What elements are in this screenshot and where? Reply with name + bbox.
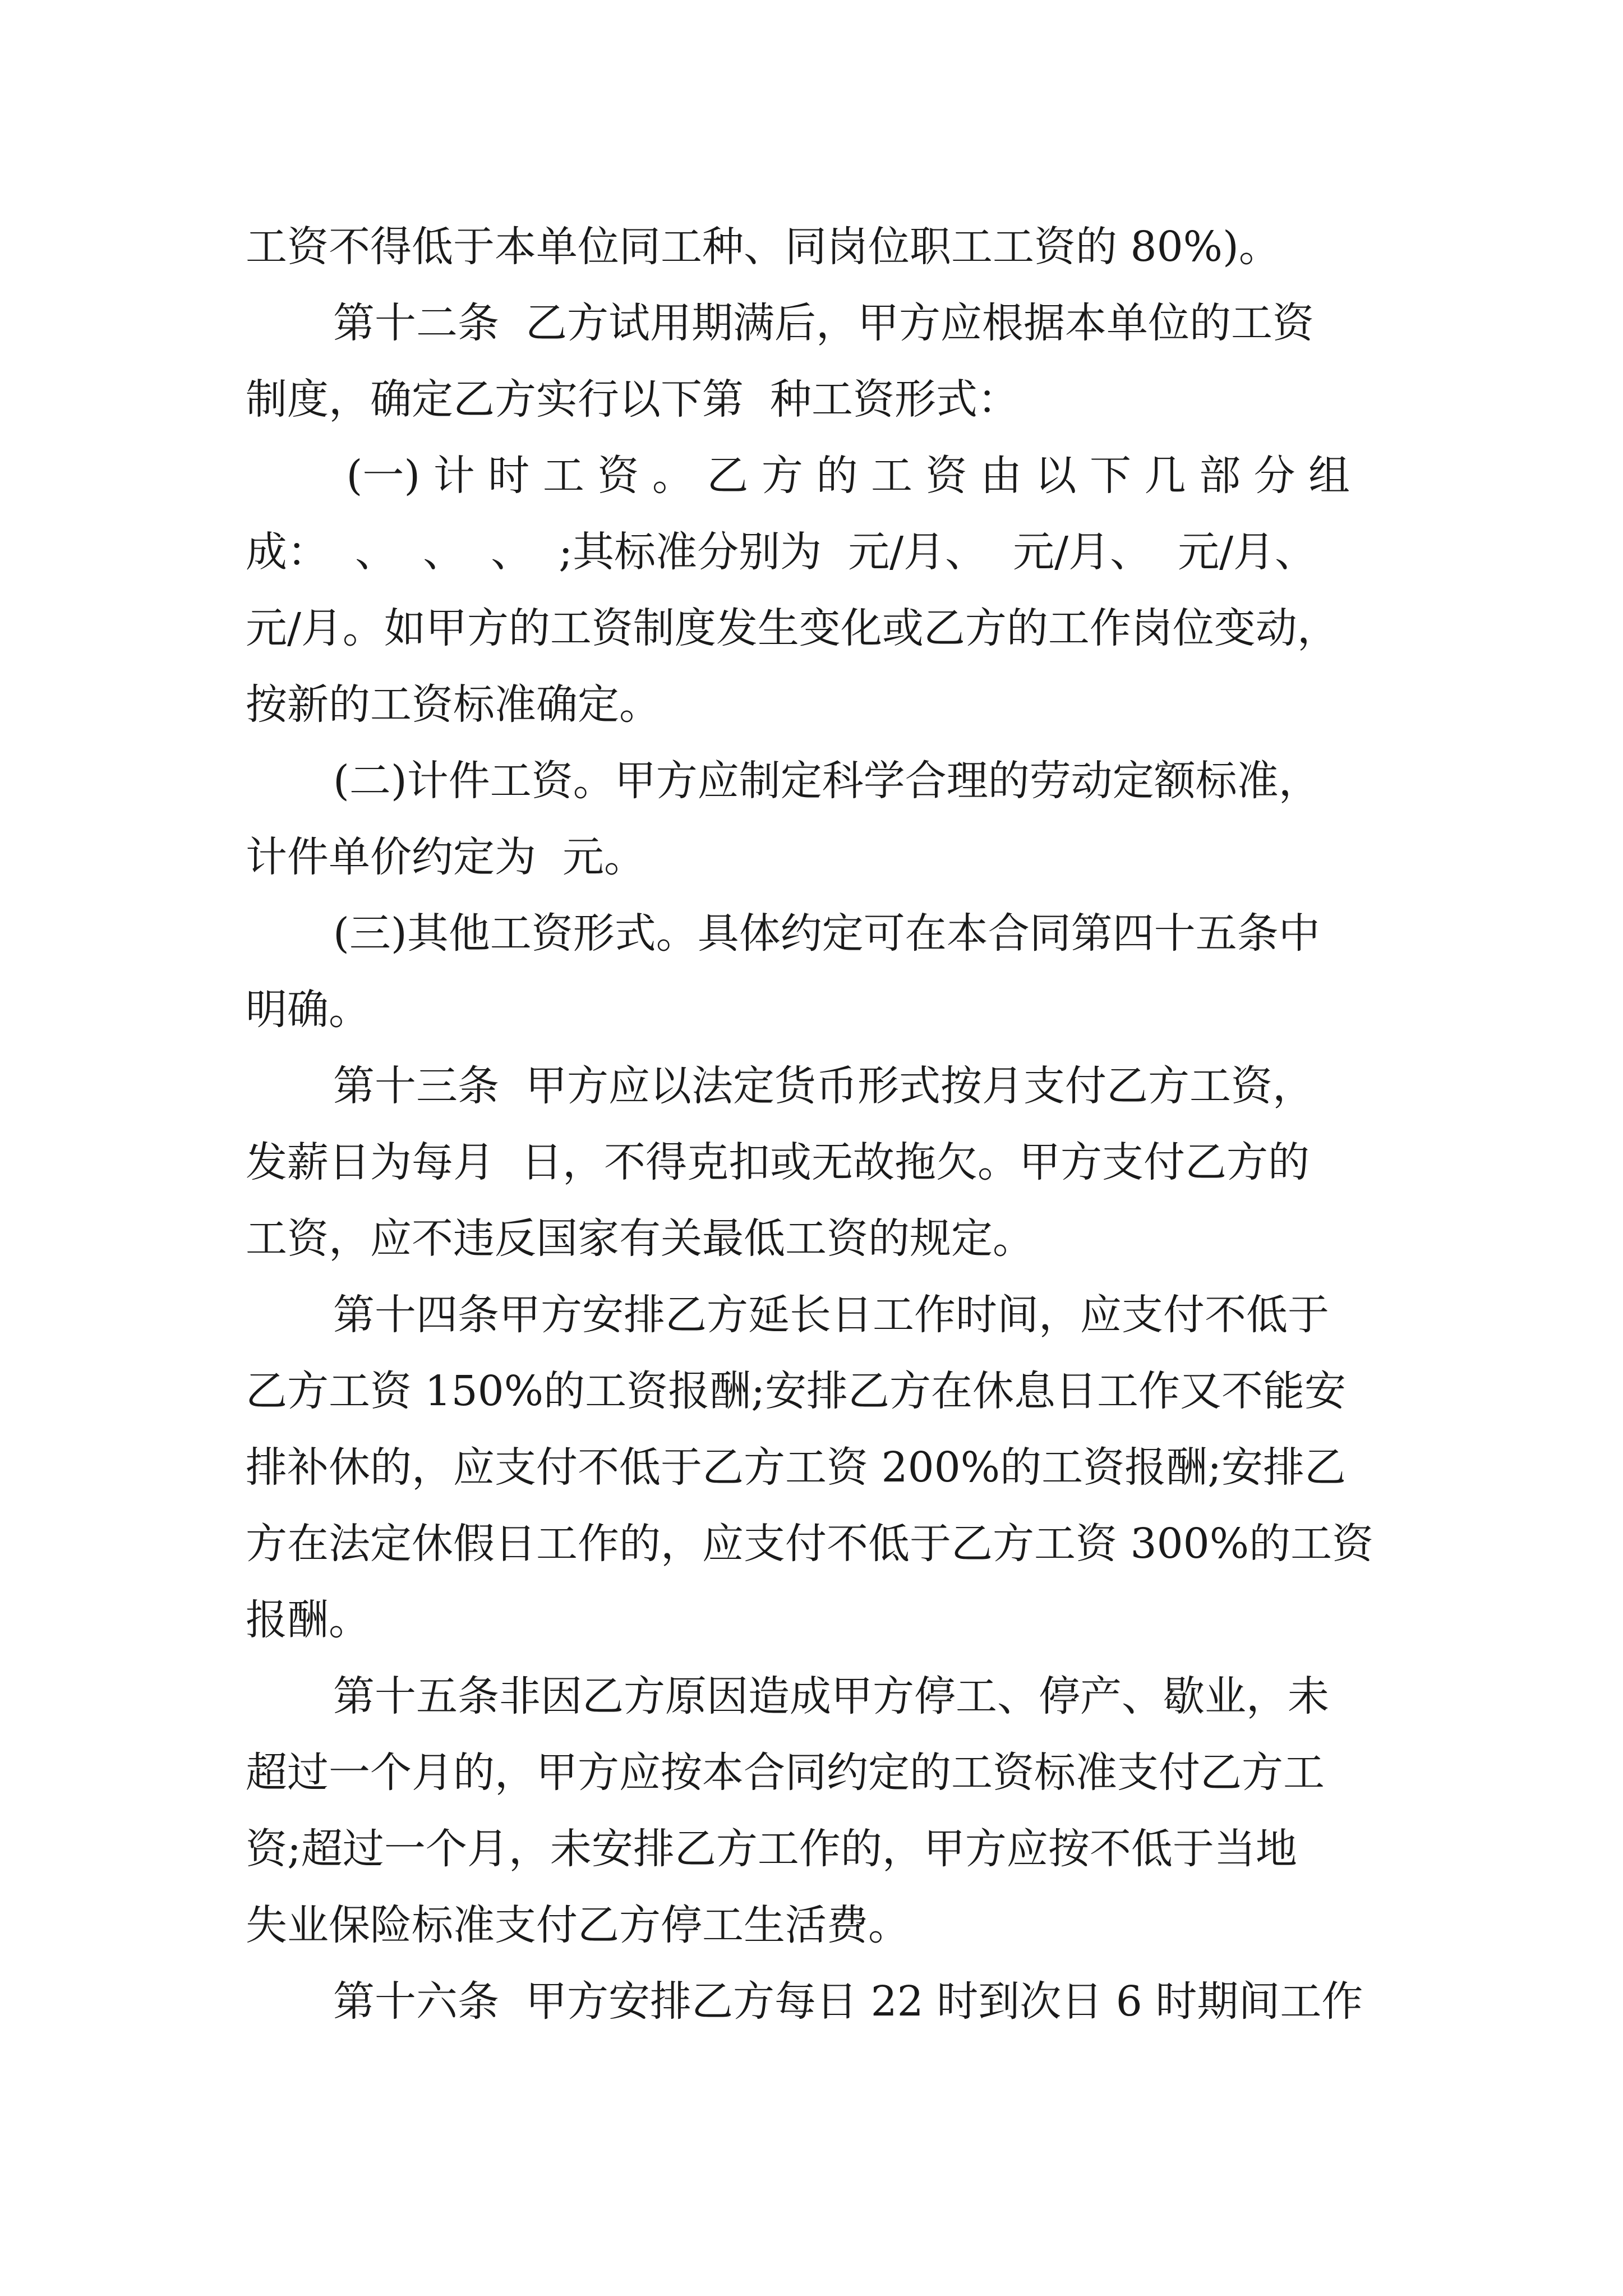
clause-2-heading-line: (二)计件工资。甲方应制定科学合理的劳动定额标准，: [333, 757, 1320, 805]
text-line: 失业保险标准支付乙方停工生活费。: [246, 1901, 910, 1949]
clause-1-heading-line: (一) 计 时 工 资 。 乙 方 的 工 资 由 以 下 几 部 分 组: [333, 452, 1350, 500]
text-line: 计件单价约定为 元。: [246, 833, 646, 881]
text-line: 制度，确定乙方实行以下第 种工资形式：: [246, 375, 1020, 424]
text-line: 工资不得低于本单位同工种、同岗位职工工资的 80%)。: [246, 223, 1280, 271]
text-line: 成： 、 、 、 ;其标准分别为 元/月、 元/月、 元/月、: [246, 528, 1317, 576]
text-line: 按新的工资标准确定。: [246, 680, 661, 729]
article-16-heading-line: 第十六条 甲方安排乙方每日 22 时到次日 6 时期间工作: [333, 1977, 1363, 2026]
text-line: 工资，应不违反国家有关最低工资的规定。: [246, 1214, 1034, 1263]
article-12-heading-line: 第十二条 乙方试用期满后，甲方应根据本单位的工资: [333, 299, 1315, 347]
text-line: 元/月。如甲方的工资制度发生变化或乙方的工作岗位变动，: [246, 604, 1339, 652]
text-line: 发薪日为每月 日，不得克扣或无故拖欠。甲方支付乙方的: [246, 1138, 1310, 1186]
text-line: 方在法定休假日工作的，应支付不低于乙方工资 300%的工资: [246, 1520, 1374, 1568]
text-line: 报酬。: [246, 1596, 370, 1644]
text-line: 资;超过一个月，未安排乙方工作的，甲方应按不低于当地: [246, 1825, 1297, 1873]
document-body: [246, 209, 1390, 2040]
article-15-heading-line: 第十五条非因乙方原因造成甲方停工、停产、歇业，未: [333, 1672, 1329, 1720]
text-line: 明确。: [246, 986, 370, 1034]
text-line: 超过一个月的，甲方应按本合同约定的工资标准支付乙方工: [246, 1749, 1325, 1797]
article-13-heading-line: 第十三条 甲方应以法定货币形式按月支付乙方工资，: [333, 1062, 1315, 1110]
text-line: 乙方工资 150%的工资报酬;安排乙方在休息日工作又不能安: [246, 1367, 1347, 1415]
clause-3-heading-line: (三)其他工资形式。具体约定可在本合同第四十五条中: [333, 909, 1320, 958]
article-14-heading-line: 第十四条甲方安排乙方延长日工作时间，应支付不低于: [333, 1291, 1329, 1339]
text-line: 排补休的，应支付不低于乙方工资 200%的工资报酬;安排乙: [246, 1443, 1347, 1492]
